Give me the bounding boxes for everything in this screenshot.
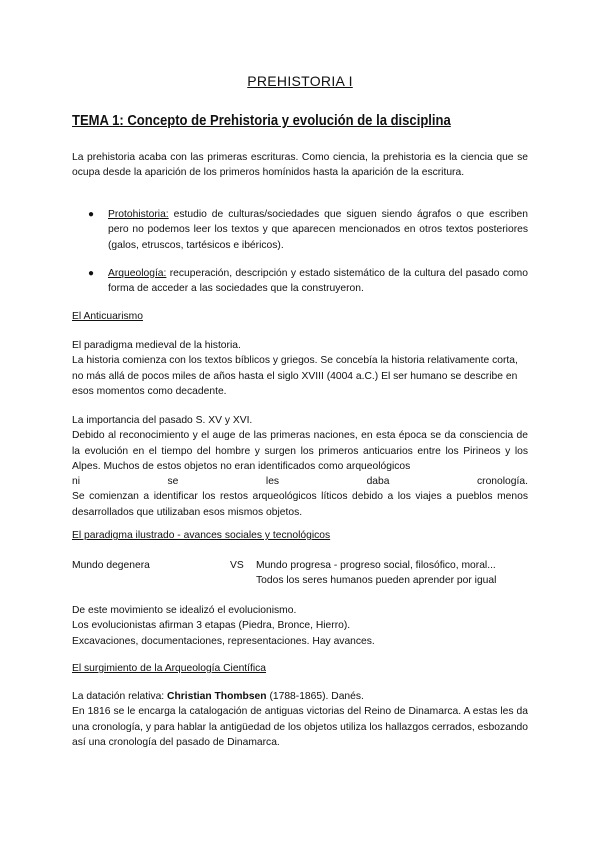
mundo-progresa — [256, 558, 496, 589]
bullet-arqueologia — [88, 266, 528, 297]
datacion-prefix: La datación relativa: — [72, 691, 168, 702]
bullet-text: estudio de culturas/sociedades que siguen siendo ágrafos o que escriben pero no podemos leer los textos y que aparecen mencionados en otros textos posteriores (galos, etruscos, tartésicos e ibéricos). — [108, 209, 528, 251]
spread-word: ni — [72, 476, 81, 488]
datacion-suffix: (1788-1865). Danés. — [266, 691, 364, 702]
mundo-degenera: Mundo degenera — [72, 560, 150, 571]
anticuarismo-paragraph-1 — [72, 338, 528, 399]
progresa-line-1: Mundo progresa - progreso social, filosófico, moral... — [256, 560, 496, 571]
bullet-dot-icon: ● — [88, 268, 95, 279]
tema-heading: TEMA 1: Concepto de Prehistoria y evolución de la disciplina — [72, 113, 451, 129]
ilustrado-line: Excavaciones, documentaciones, representaciones. Hay avances. — [72, 635, 375, 647]
ilustrado-line: De este movimiento se idealizó el evolucionismo. — [72, 605, 297, 616]
spread-word: les — [265, 476, 280, 488]
datacion-line — [72, 689, 528, 704]
paradigm-medieval-body: La historia comienza con los textos bíblicos y griegos. Se concebía la historia relativamente corta, no más allá de pocos miles de años hasta el siglo XVIII (4004 a.C.) El ser humano se describe en esos momentos como decadente. — [72, 355, 518, 397]
bullet-protohistoria — [88, 207, 528, 253]
cientifica-body: En 1816 se le encarga la catalogación de antiguas victorias del Reino de Dinamarca. A estas les da una cronología, y para hablar la antigüedad de los objetos utiliza los hallazgos cerrados, esbozando así una cronología del pasado de Dinamarca. — [72, 706, 528, 748]
anticuarismo-paragraph-2 — [72, 413, 528, 520]
importance-last: Se comienzan a identificar los restos arqueológicos líticos debido a los viajes a pueblos menos desarrollados que utilizaban esos mismos objetos. — [72, 491, 528, 518]
cientifica-paragraph — [72, 689, 528, 750]
vs-label: VS — [230, 560, 244, 571]
thombsen-name: Christian Thombsen — [167, 691, 267, 702]
spread-word: se — [167, 476, 179, 488]
bullet-term: Protohistoria: — [108, 209, 169, 220]
bullet-term: Arqueología: — [108, 268, 167, 279]
spread-word: cronología. — [477, 476, 528, 488]
intro-paragraph: La prehistoria acaba con las primeras escrituras. Como ciencia, la prehistoria es la ciencia que se ocupa desde la aparición de los primeros homínidos hasta la aparición de la escritura. — [72, 152, 528, 179]
anticuarismo-heading: El Anticuarismo — [72, 311, 143, 322]
ilustrado-lines — [72, 603, 528, 649]
paradigm-medieval-line: El paradigma medieval de la historia. — [72, 340, 241, 351]
document-title: PREHISTORIA I — [247, 73, 353, 89]
justified-spread-line — [72, 474, 528, 489]
importance-body: Debido al reconocimiento y el auge de las primeras naciones, en esta época se da consciencia de la evolución en el tiempo del hombre y surgen los primeros anticuarios entre los Pirineos y los Alpes. Muchos de estos objetos no eran identificados como arqueológicos — [72, 430, 528, 472]
importance-line: La importancia del pasado S. XV y XVI. — [72, 415, 253, 426]
ilustrado-heading: El paradigma ilustrado - avances sociales y tecnológicos — [72, 530, 331, 541]
cientifica-heading: El surgimiento de la Arqueología Científica — [72, 663, 267, 674]
bullet-dot-icon: ● — [88, 209, 95, 220]
progresa-line-2: Todos los seres humanos pueden aprender por igual — [256, 575, 497, 587]
ilustrado-line: Los evolucionistas afirman 3 etapas (Piedra, Bronce, Hierro). — [72, 620, 351, 632]
spread-word: daba — [366, 476, 390, 488]
bullet-text: recuperación, descripción y estado sistemático de la cultura del pasado como forma de acceder a las sociedades que la construyeron. — [108, 268, 528, 295]
